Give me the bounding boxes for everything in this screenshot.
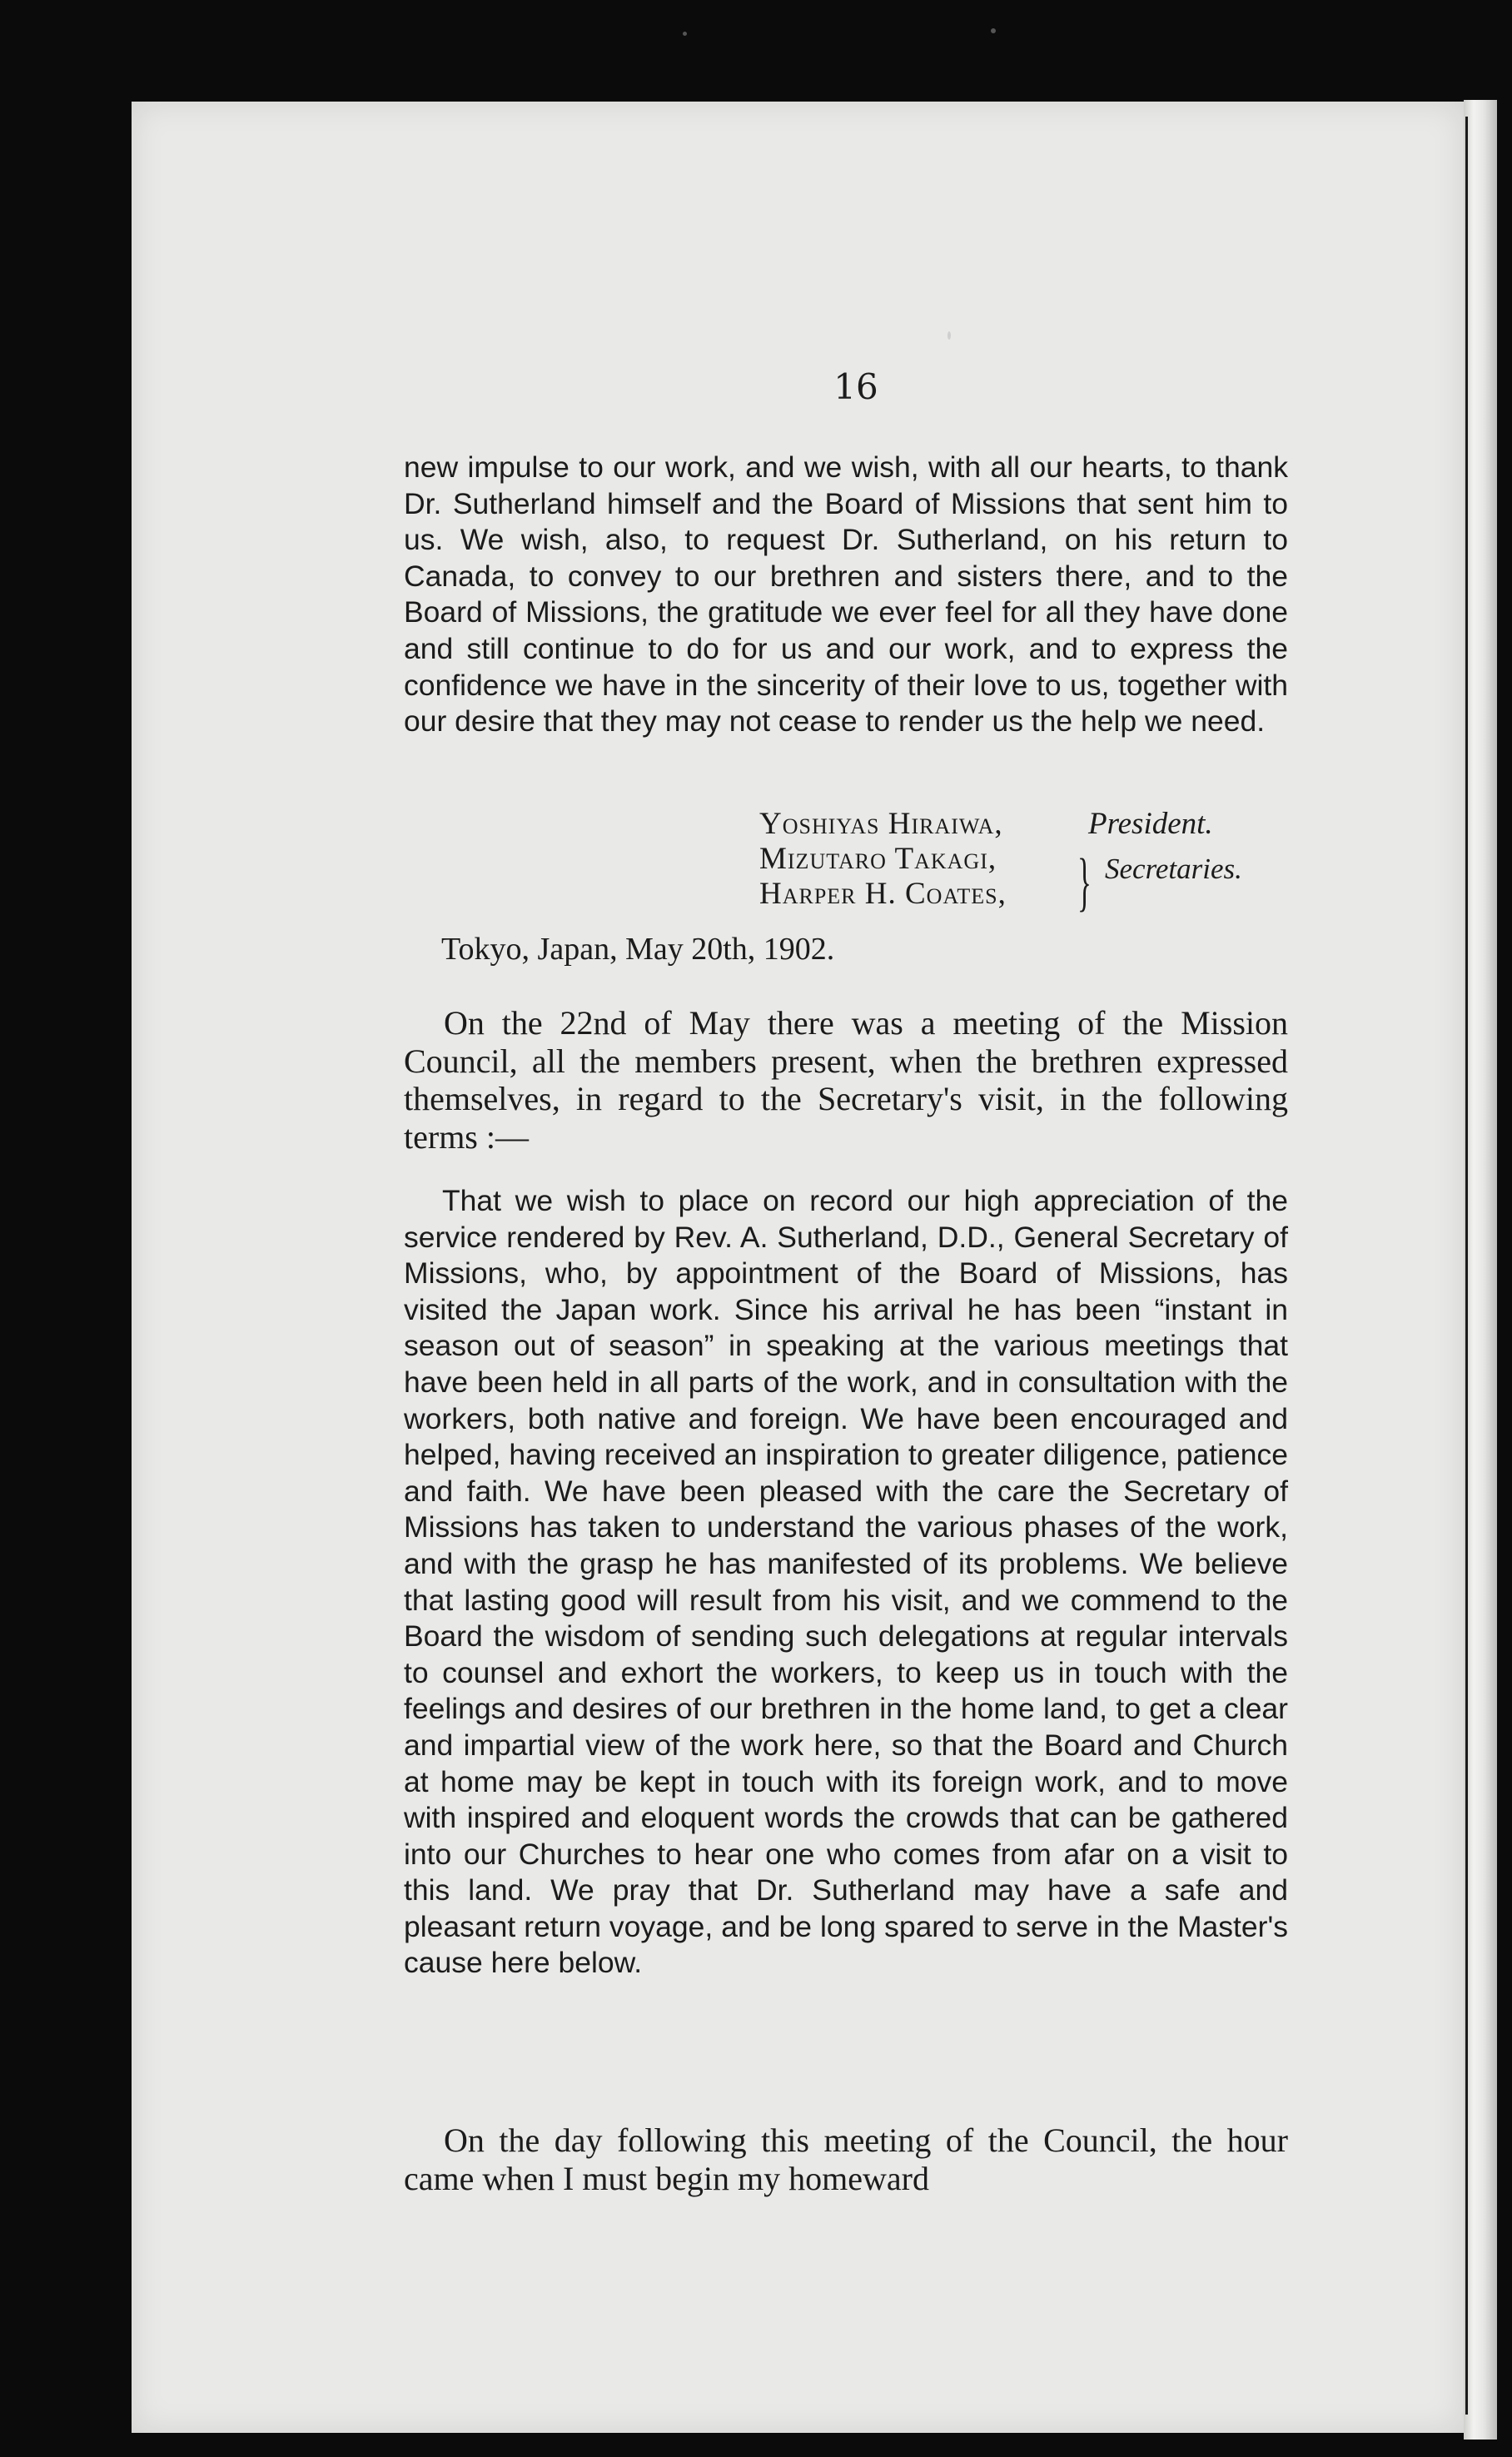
- page-gutter-line: [1465, 117, 1468, 2415]
- council-resolution-paragraph: That we wish to place on record our high appreciation of the service rendered by Rev. A. Sutherland, D.D., General Secretary of Missions, who, by appointment of the Board of Missions, has visited the Japan work. Since his arrival he has been “instant in season out of season” in speaking at the various meetings that have been held in all parts of the work, and in consultation with the workers, both native and foreign. We have been encouraged and helped, having received an inspiration to greater diligence, patience and faith. We have been pleased with the care the Secretary of Missions has taken to understand the various phases of the work, and with the grasp he has manifested of its problems. We believe that lasting good will result from his visit, and we commend to the Board the wisdom of sending such delegations at regular intervals to counsel and exhort the workers, to keep us in touch with the feelings and desires of our brethren in the home land, to get a clear and impartial view of the work here, so that the Board and Church at home may be kept in touch with its foreign work, and to move with inspired and eloquent words the crowds that can be gathered into our Churches to hear one who comes from afar on a visit to this land. We pray that Dr. Sutherland may have a safe and pleasant return voyage, and be long spared to serve in the Master's cause here below.: [404, 1184, 1288, 1980]
- signatory-row: [759, 806, 1301, 841]
- facing-page-edge: [1464, 100, 1497, 2440]
- paper-speck: [991, 28, 996, 33]
- brace-glyph: }: [1077, 845, 1092, 918]
- paper-speck: [683, 32, 687, 36]
- letter-closing-paragraph: new impulse to our work, and we wish, with all our hearts, to thank Dr. Sutherland himself and the Board of Missions that sent him to us. We wish, also, to request Dr. Sutherland, on his return to Canada, to convey to our brethren and sisters there, and to the Board of Missions, the gratitude we ever feel for all they have done and still continue to do for us and our work, and to express the confidence we have in the sincerity of their love to us, together with our desire that they may not cease to render us the help we need.: [404, 450, 1288, 739]
- letter-place-date: Tokyo, Japan, May 20th, 1902.: [441, 932, 835, 967]
- paper-speck: [947, 331, 951, 340]
- signature-block: [759, 806, 1301, 918]
- signatory-name: Yoshiyas Hiraiwa,: [759, 807, 1003, 841]
- secretaries-role: Secretaries.: [1105, 853, 1242, 885]
- council-intro-paragraph: On the 22nd of May there was a meeting of the Mission Council, all the members present, when the brethren expressed themselves, in regard to the Secretary's visit, in the following terms :—: [404, 1004, 1288, 1156]
- page-number: 16: [833, 366, 878, 407]
- departure-paragraph: On the day following this meeting of the Council, the hour came when I must begin my homeward: [404, 2121, 1288, 2197]
- signatory-name: Mizutaro Takagi,: [759, 842, 997, 876]
- signatory-name: Harper H. Coates,: [759, 877, 1007, 911]
- signatory-role: President.: [1088, 807, 1213, 841]
